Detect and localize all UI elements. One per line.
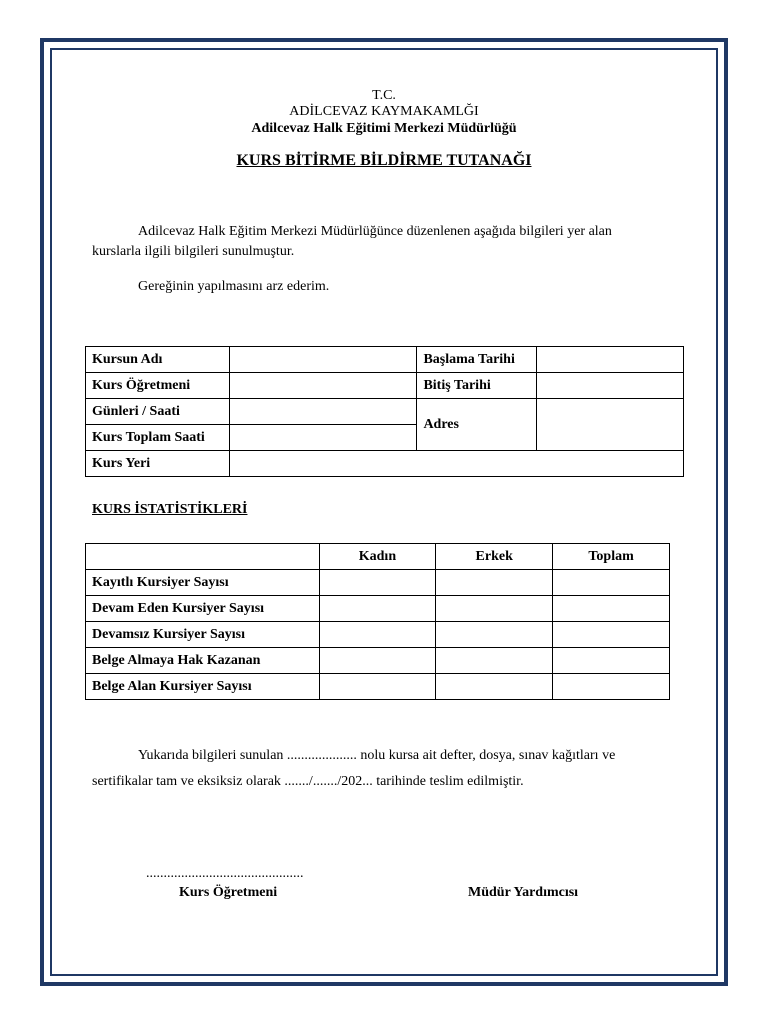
stats-cell[interactable]	[553, 596, 670, 622]
stats-cell[interactable]	[319, 648, 436, 674]
stats-cell[interactable]	[436, 622, 553, 648]
closing-line-2: sertifikalar tam ve eksiksiz olarak ......./......./202... tarihinde teslim edilmiştir.	[92, 774, 524, 789]
table-row	[86, 347, 684, 373]
table-row	[86, 373, 684, 399]
course-info-table	[85, 346, 684, 477]
stats-cell[interactable]	[436, 674, 553, 700]
stats-cell[interactable]	[319, 622, 436, 648]
address-value[interactable]	[537, 399, 684, 451]
total-hours-label: Kurs Toplam Saati	[86, 425, 230, 451]
table-row	[86, 451, 684, 477]
end-date-value[interactable]	[537, 373, 684, 399]
closing-line-1: Yukarıda bilgileri sunulan .................... nolu kursa ait defter, dosya, sınav kağıtları ve	[138, 748, 616, 763]
table-row	[86, 544, 670, 570]
intro-line-1: Adilcevaz Halk Eğitim Merkezi Müdürlüğünce düzenlenen aşağıda bilgileri yer alan	[138, 224, 612, 239]
stats-cell[interactable]	[553, 622, 670, 648]
column-header-men: Erkek	[436, 544, 553, 570]
stats-cell[interactable]	[553, 674, 670, 700]
location-label: Kurs Yeri	[86, 451, 230, 477]
address-label: Adres	[417, 399, 537, 451]
course-name-value[interactable]	[229, 347, 417, 373]
days-hours-value[interactable]	[229, 399, 417, 425]
table-row	[86, 648, 670, 674]
intro-line-3: Gereğinin yapılmasını arz ederim.	[138, 279, 330, 294]
column-header-women: Kadın	[319, 544, 436, 570]
stats-title: KURS İSTATİSTİKLERİ	[92, 502, 248, 517]
table-row	[86, 399, 684, 425]
teacher-value[interactable]	[229, 373, 417, 399]
document-title: KURS BİTİRME BİLDİRME TUTANAĞI	[236, 152, 532, 169]
course-stats-table	[85, 543, 670, 700]
row-label-certified: Belge Alan Kursiyer Sayısı	[86, 674, 320, 700]
table-row	[86, 570, 670, 596]
stats-cell[interactable]	[553, 648, 670, 674]
row-label-registered: Kayıtlı Kursiyer Sayısı	[86, 570, 320, 596]
course-name-label: Kursun Adı	[86, 347, 230, 373]
stats-cell[interactable]	[319, 674, 436, 700]
row-label-attending: Devam Eden Kursiyer Sayısı	[86, 596, 320, 622]
total-hours-value[interactable]	[229, 425, 417, 451]
intro-line-2: kurslarla ilgili bilgileri sunulmuştur.	[92, 244, 295, 259]
signature-line: .............................................	[146, 866, 304, 881]
stats-cell[interactable]	[553, 570, 670, 596]
stats-cell[interactable]	[436, 648, 553, 674]
start-date-value[interactable]	[537, 347, 684, 373]
signature-assistant-director: Müdür Yardımcısı	[468, 885, 579, 900]
stats-cell[interactable]	[319, 570, 436, 596]
teacher-label: Kurs Öğretmeni	[86, 373, 230, 399]
table-row	[86, 622, 670, 648]
row-label-eligible: Belge Almaya Hak Kazanan	[86, 648, 320, 674]
signature-teacher: Kurs Öğretmeni	[179, 885, 278, 900]
table-row	[86, 674, 670, 700]
location-value[interactable]	[229, 451, 683, 477]
start-date-label: Başlama Tarihi	[417, 347, 537, 373]
stats-cell[interactable]	[436, 570, 553, 596]
row-label-absent: Devamsız Kursiyer Sayısı	[86, 622, 320, 648]
header-tc: T.C.	[372, 88, 396, 103]
days-hours-label: Günleri / Saati	[86, 399, 230, 425]
stats-corner-cell	[86, 544, 320, 570]
column-header-total: Toplam	[553, 544, 670, 570]
stats-cell[interactable]	[319, 596, 436, 622]
header-directorate: Adilcevaz Halk Eğitimi Merkezi Müdürlüğü	[251, 121, 517, 136]
table-row	[86, 596, 670, 622]
stats-cell[interactable]	[436, 596, 553, 622]
header-kaymakamlik: ADİLCEVAZ KAYMAKAMLĞI	[289, 104, 479, 119]
end-date-label: Bitiş Tarihi	[417, 373, 537, 399]
